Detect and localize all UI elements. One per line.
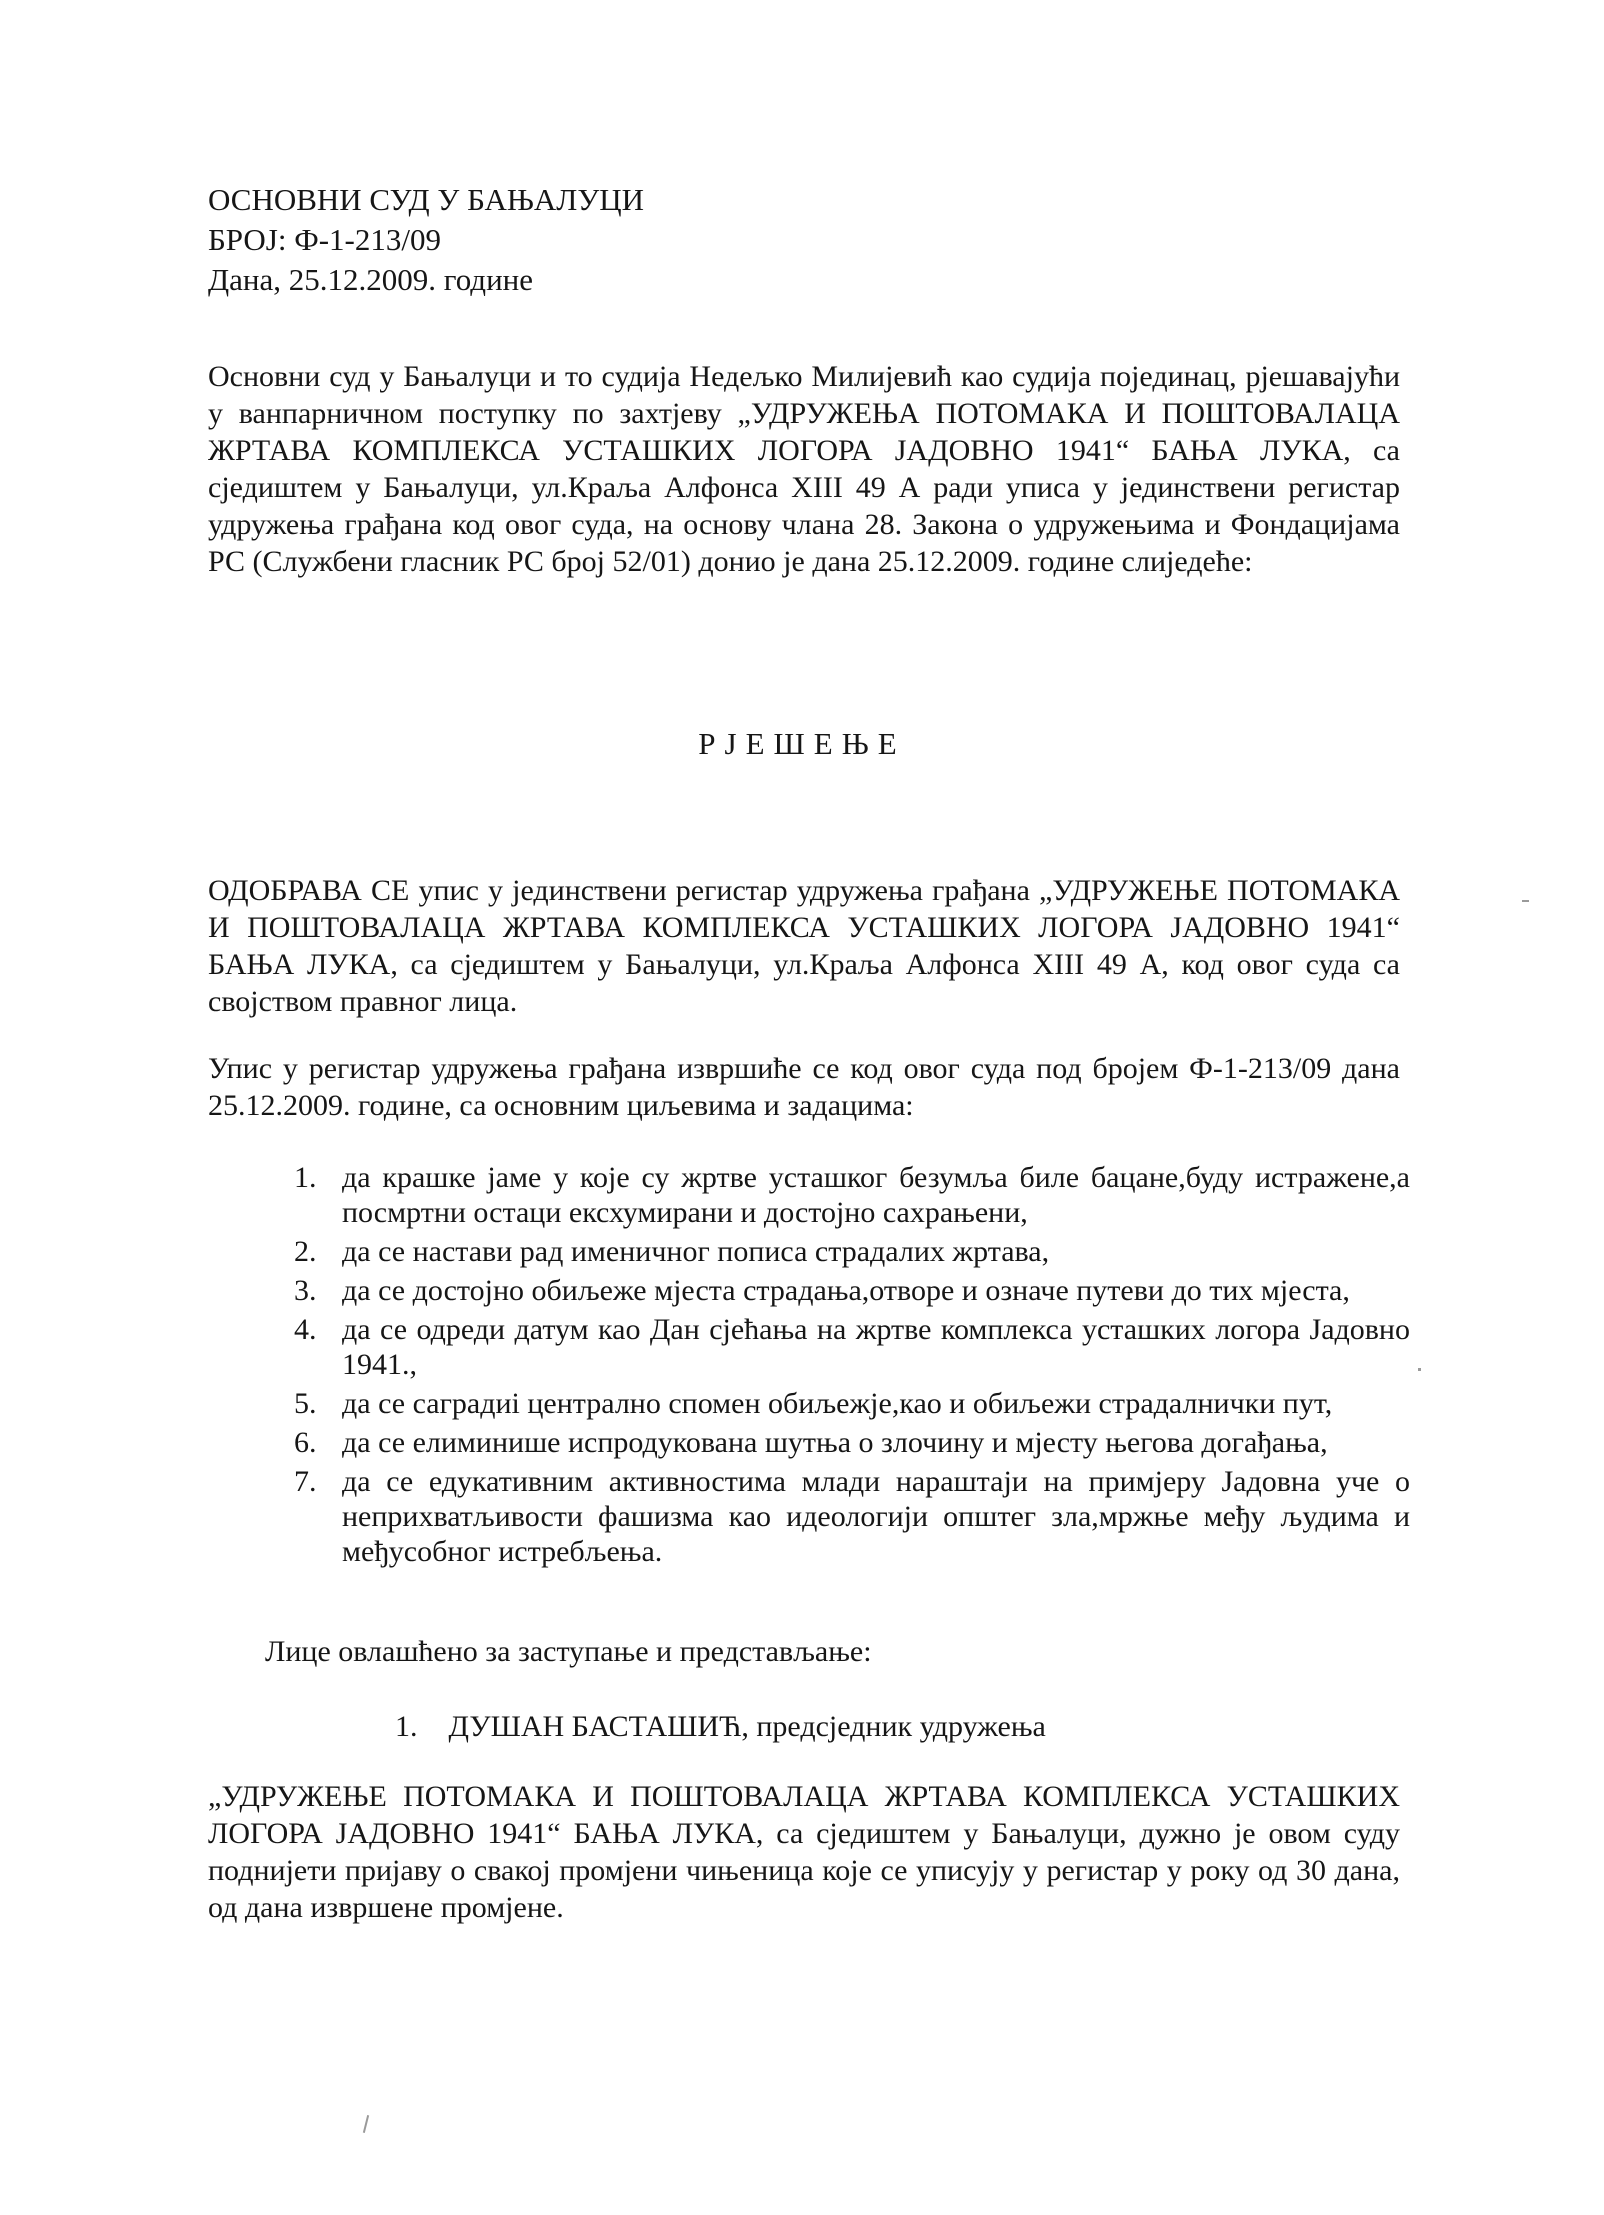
list-text: да се елиминише испродукована шутња о злочину и мјесту његова догађања, [342, 1426, 1328, 1459]
list-number: 7. [294, 1465, 317, 1498]
list-item [294, 1312, 1410, 1382]
list-number: 1. [294, 1161, 317, 1194]
document-date: Дана, 25.12.2009. године [208, 262, 534, 297]
scan-speck [1418, 1368, 1421, 1371]
case-number: БРОЈ: Ф-1-213/09 [208, 222, 441, 257]
registration-paragraph: Упис у регистар удружења грађана извршиће се код овог суда под бројем Ф-1-213/09 дана 25.12.2009. године, са основним циљевима и задацима: [208, 1052, 1400, 1122]
list-number: 2. [294, 1235, 317, 1268]
list-item [294, 1464, 1410, 1569]
list-text: да се достојно обиљеже мјеста страдања,отворе и означе путеви до тих мјеста, [342, 1274, 1350, 1307]
obligation-paragraph: „УДРУЖЕЊЕ ПОТОМАКА И ПОШТОВАЛАЦА ЖРТАВА КОМПЛЕКСА УСТАШКИХ ЛОГОРА ЈАДОВНО 1941“ БАЊА ЛУКА, са сједиштем у Бањалуци, дужно је овом суду поднијети пријаву о свакој промјени чињеница које се уписују у регистар у року од 30 дана, од дана извршене промјене. [208, 1780, 1400, 1924]
list-item [294, 1273, 1410, 1308]
list-text: да се настави рад именичног пописа страдалих жртава, [342, 1235, 1050, 1268]
list-text: да крашке јаме у које су жртве усташког безумља биле бацане,буду истражене,а посмртни остаци ексхумирани и достојно сахрањени, [342, 1161, 1410, 1229]
list-item [294, 1386, 1410, 1421]
court-name: ОСНОВНИ СУД У БАЊАЛУЦИ [208, 182, 645, 217]
representative-role: предсједник удружења [756, 1710, 1046, 1743]
representative-entry [395, 1710, 1046, 1744]
decision-title: РЈЕШЕЊЕ [698, 726, 906, 761]
list-number: 6. [294, 1426, 317, 1459]
scan-speck [1522, 900, 1529, 902]
approval-paragraph: ОДОБРАВА СЕ упис у јединствени регистар удружења грађана „УДРУЖЕЊЕ ПОТОМАКА И ПОШТОВАЛАЦА ЖРТАВА КОМПЛЕКСА УСТАШКИХ ЛОГОРА ЈАДОВНО 1941“ БАЊА ЛУКА, са сједиштем у Бањалуци, ул.Краља Алфонса XIII 49 А, код овог суда са својством правног лица. [208, 874, 1400, 1018]
representative-name: ДУШАН БАСТАШИЋ, [448, 1710, 749, 1743]
list-number: 1. [395, 1710, 418, 1743]
list-number: 4. [294, 1313, 317, 1346]
list-text: да се саградиi централно спомен обиљежје,као и обиљежи страдалнички пут, [342, 1387, 1333, 1420]
goals-list [294, 1160, 1410, 1573]
list-item [294, 1160, 1410, 1230]
scan-speck [363, 2115, 369, 2133]
list-number: 3. [294, 1274, 317, 1307]
representative-label: Лице овлашћено за заступање и представљање: [265, 1635, 872, 1668]
list-number: 5. [294, 1387, 317, 1420]
list-text: да се едукативним активностима млади нараштаји на примјеру Јадовна уче о неприхватљивости фашизма као идеологији општег зла,мржње међу људима и међусобног истребљења. [342, 1465, 1410, 1568]
intro-paragraph: Основни суд у Бањалуци и то судија Недељко Милијевић као судија појединац, рјешавајући у ванпарничном поступку по захтјеву „УДРУЖЕЊА ПОТОМАКА И ПОШТОВАЛАЦА ЖРТАВА КОМПЛЕКСА УСТАШКИХ ЛОГОРА ЈАДОВНО 1941“ БАЊА ЛУКА, са сједиштем у Бањалуци, ул.Краља Алфонса XIII 49 А ради уписа у јединствени регистар удружења грађана код овог суда, на основу члана 28. Закона о удружењима и Фондацијама РС (Службени гласник РС број 52/01) донио је дана 25.12.2009. године слиједеће: [208, 360, 1400, 578]
list-item [294, 1425, 1410, 1460]
list-item [294, 1234, 1410, 1269]
list-text: да се одреди датум као Дан сјећања на жртве комплекса усташких логора Јадовно 1941., [342, 1313, 1410, 1381]
document-header [208, 180, 1400, 300]
